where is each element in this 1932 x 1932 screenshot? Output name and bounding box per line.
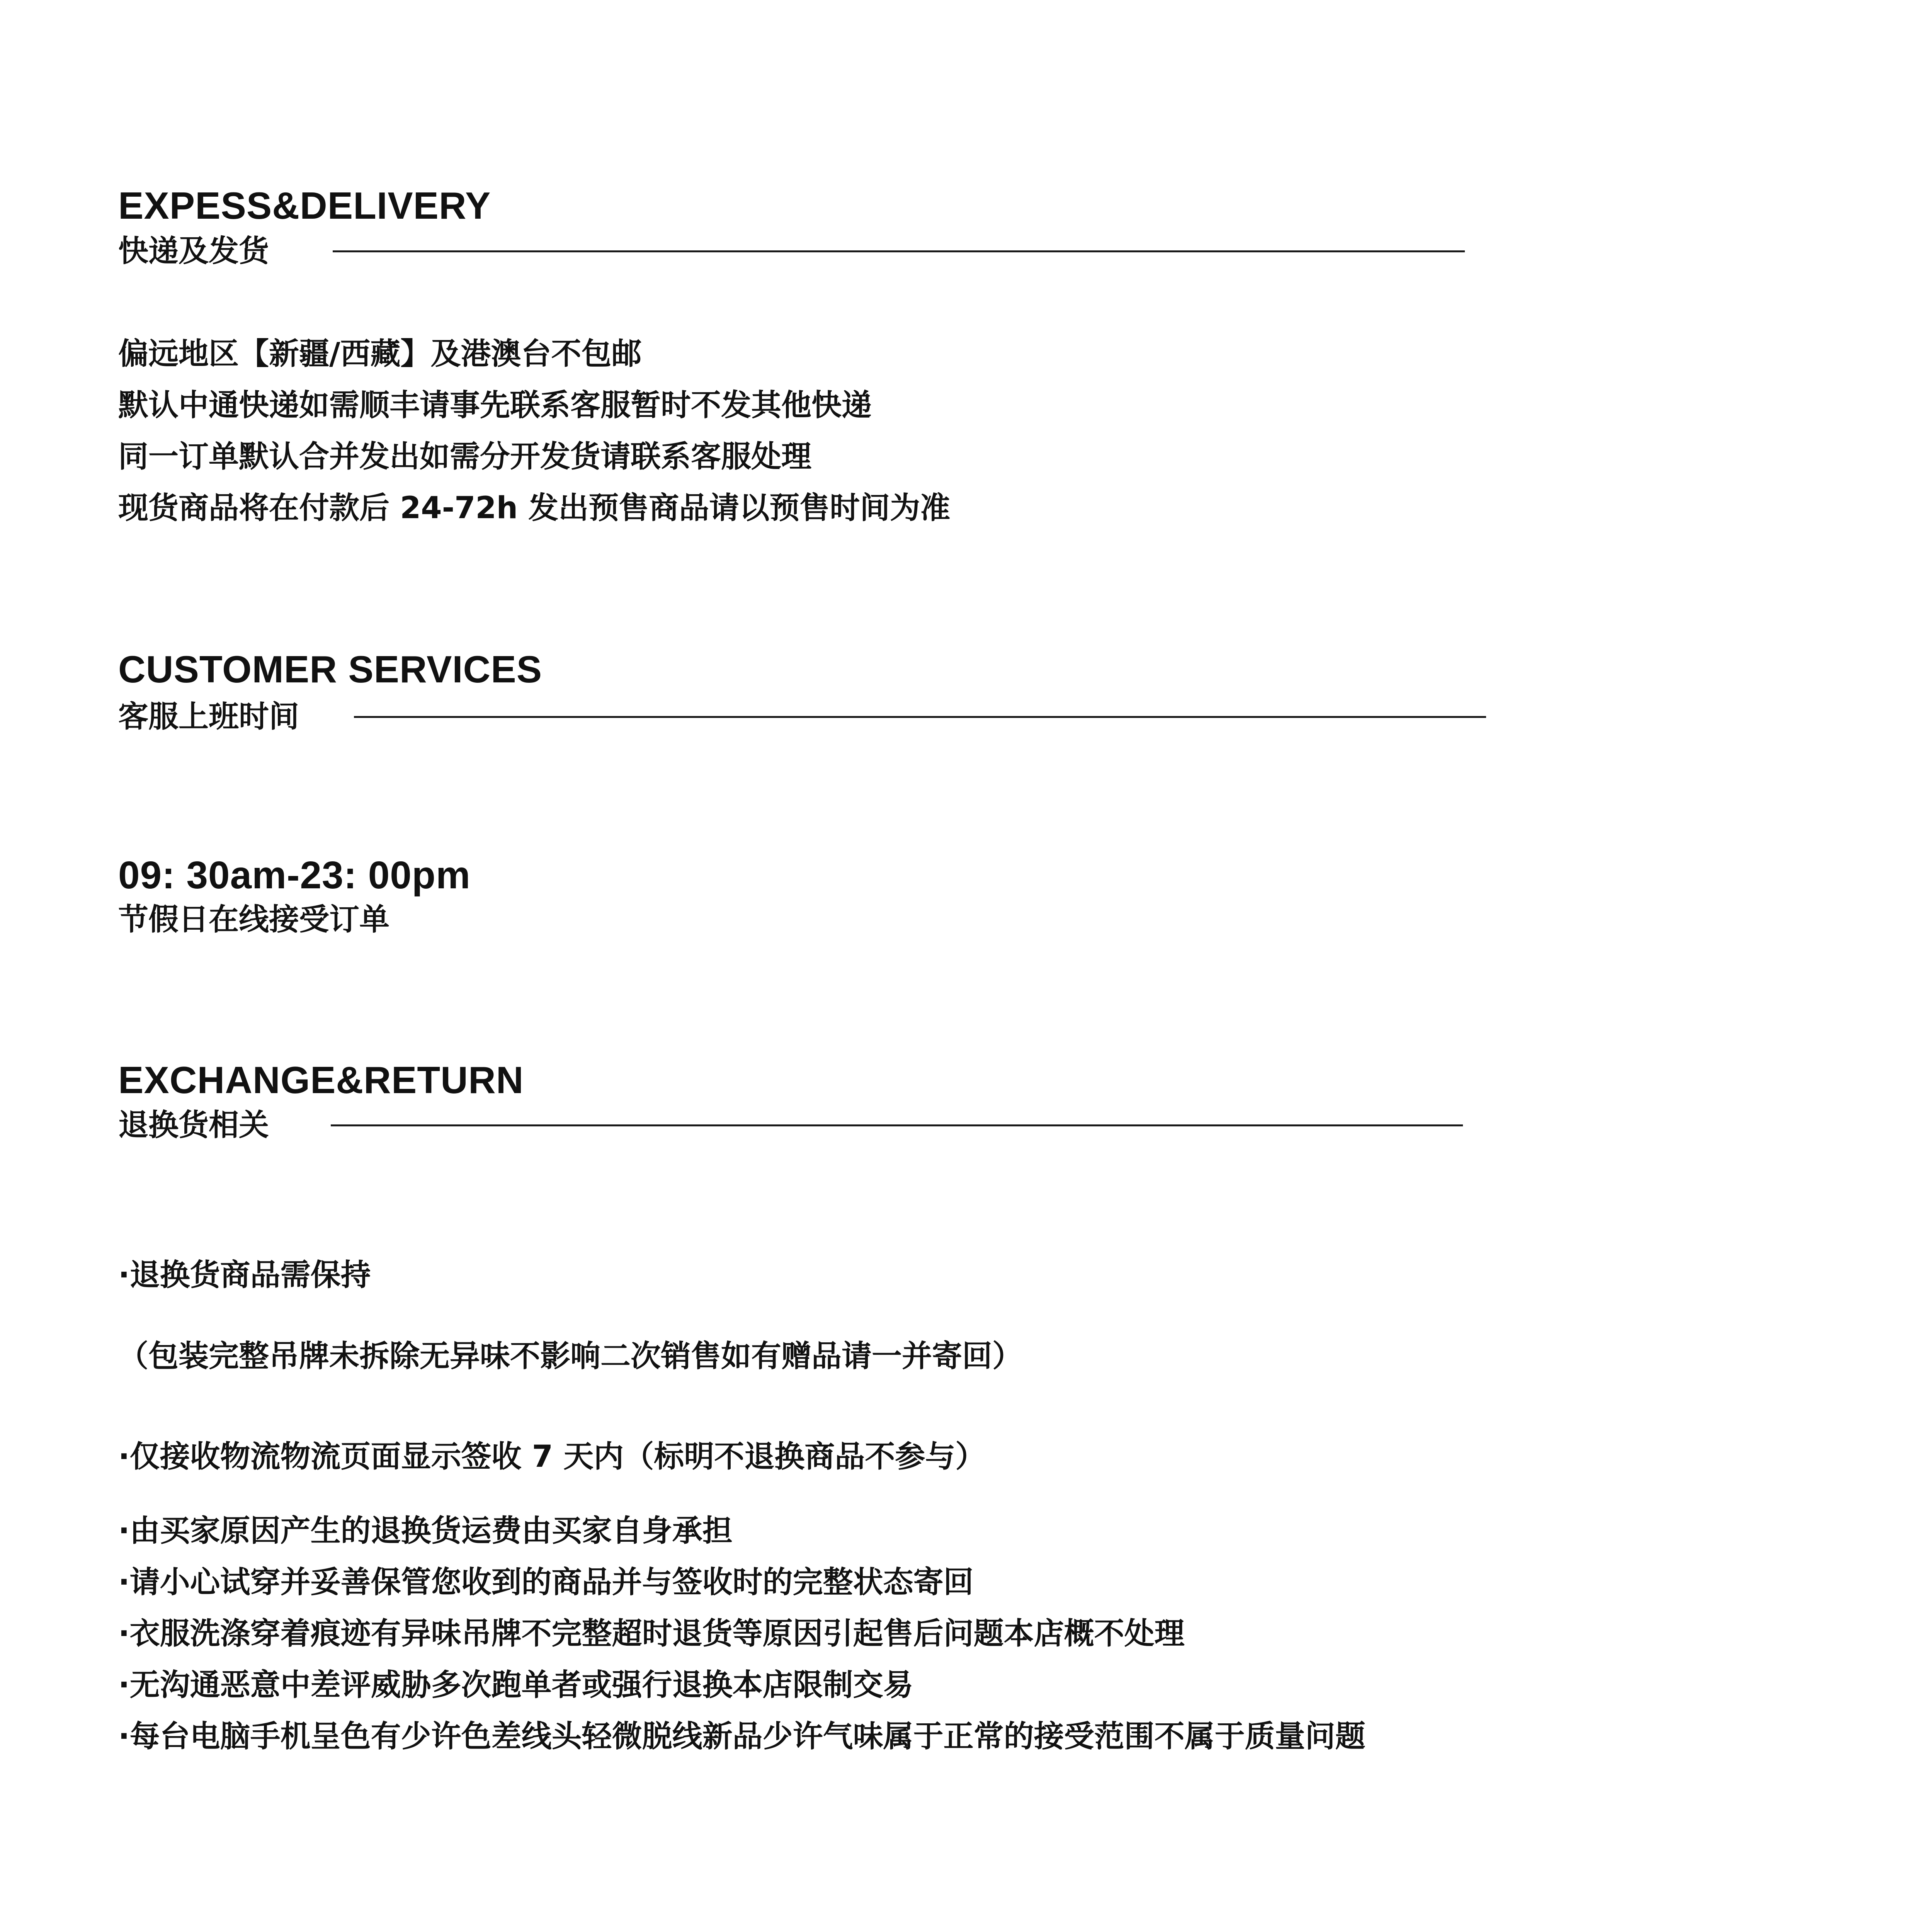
express-title-cn: 快递及发货 bbox=[118, 234, 269, 269]
holiday-note: 节假日在线接受订单 bbox=[118, 902, 390, 937]
express-divider bbox=[333, 250, 1465, 252]
exchange-title-cn: 退换货相关 bbox=[118, 1108, 269, 1143]
express-title-en: EXPESS&DELIVERY bbox=[118, 184, 491, 227]
express-line: 同一订单默认合并发出如需分开发货请联系客服处理 bbox=[118, 439, 812, 474]
express-title-row bbox=[118, 232, 1509, 270]
express-line: 偏远地区【新疆/西藏】及港澳台不包邮 bbox=[118, 337, 642, 371]
exchange-title-en: EXCHANGE&RETURN bbox=[118, 1059, 524, 1101]
customer-service-title-row bbox=[118, 697, 1509, 736]
exchange-divider bbox=[331, 1124, 1463, 1126]
exchange-line: ·由买家原因产生的退换货运费由买家自身承担 bbox=[118, 1514, 733, 1548]
exchange-line: ·请小心试穿并妥善保管您收到的商品并与签收时的完整状态寄回 bbox=[118, 1565, 974, 1600]
customer-service-title-en: CUSTOMER SERVICES bbox=[118, 648, 543, 690]
exchange-line: ·仅接收物流物流页面显示签收 7 天内（标明不退换商品不参与） bbox=[118, 1439, 986, 1474]
customer-service-divider bbox=[354, 716, 1486, 718]
exchange-line: ·每台电脑手机呈色有少许色差线头轻微脱线新品少许气味属于正常的接受范围不属于质量问题 bbox=[118, 1719, 1366, 1754]
express-line: 默认中通快递如需顺丰请事先联系客服暂时不发其他快递 bbox=[118, 388, 872, 423]
service-hours: 09: 30am-23: 00pm bbox=[118, 854, 471, 897]
express-line: 现货商品将在付款后 24-72h 发出预售商品请以预售时间为准 bbox=[118, 491, 951, 526]
customer-service-title-cn: 客服上班时间 bbox=[118, 699, 299, 734]
exchange-line: （包装完整吊牌未拆除无异味不影响二次销售如有赠品请一并寄回） bbox=[118, 1339, 1023, 1374]
exchange-title-row bbox=[118, 1106, 1509, 1145]
exchange-line: ·退换货商品需保持 bbox=[118, 1258, 371, 1293]
exchange-line: ·无沟通恶意中差评威胁多次跑单者或强行退换本店限制交易 bbox=[118, 1668, 913, 1702]
exchange-line: ·衣服洗涤穿着痕迹有异味吊牌不完整超时退货等原因引起售后问题本店概不处理 bbox=[118, 1616, 1185, 1651]
